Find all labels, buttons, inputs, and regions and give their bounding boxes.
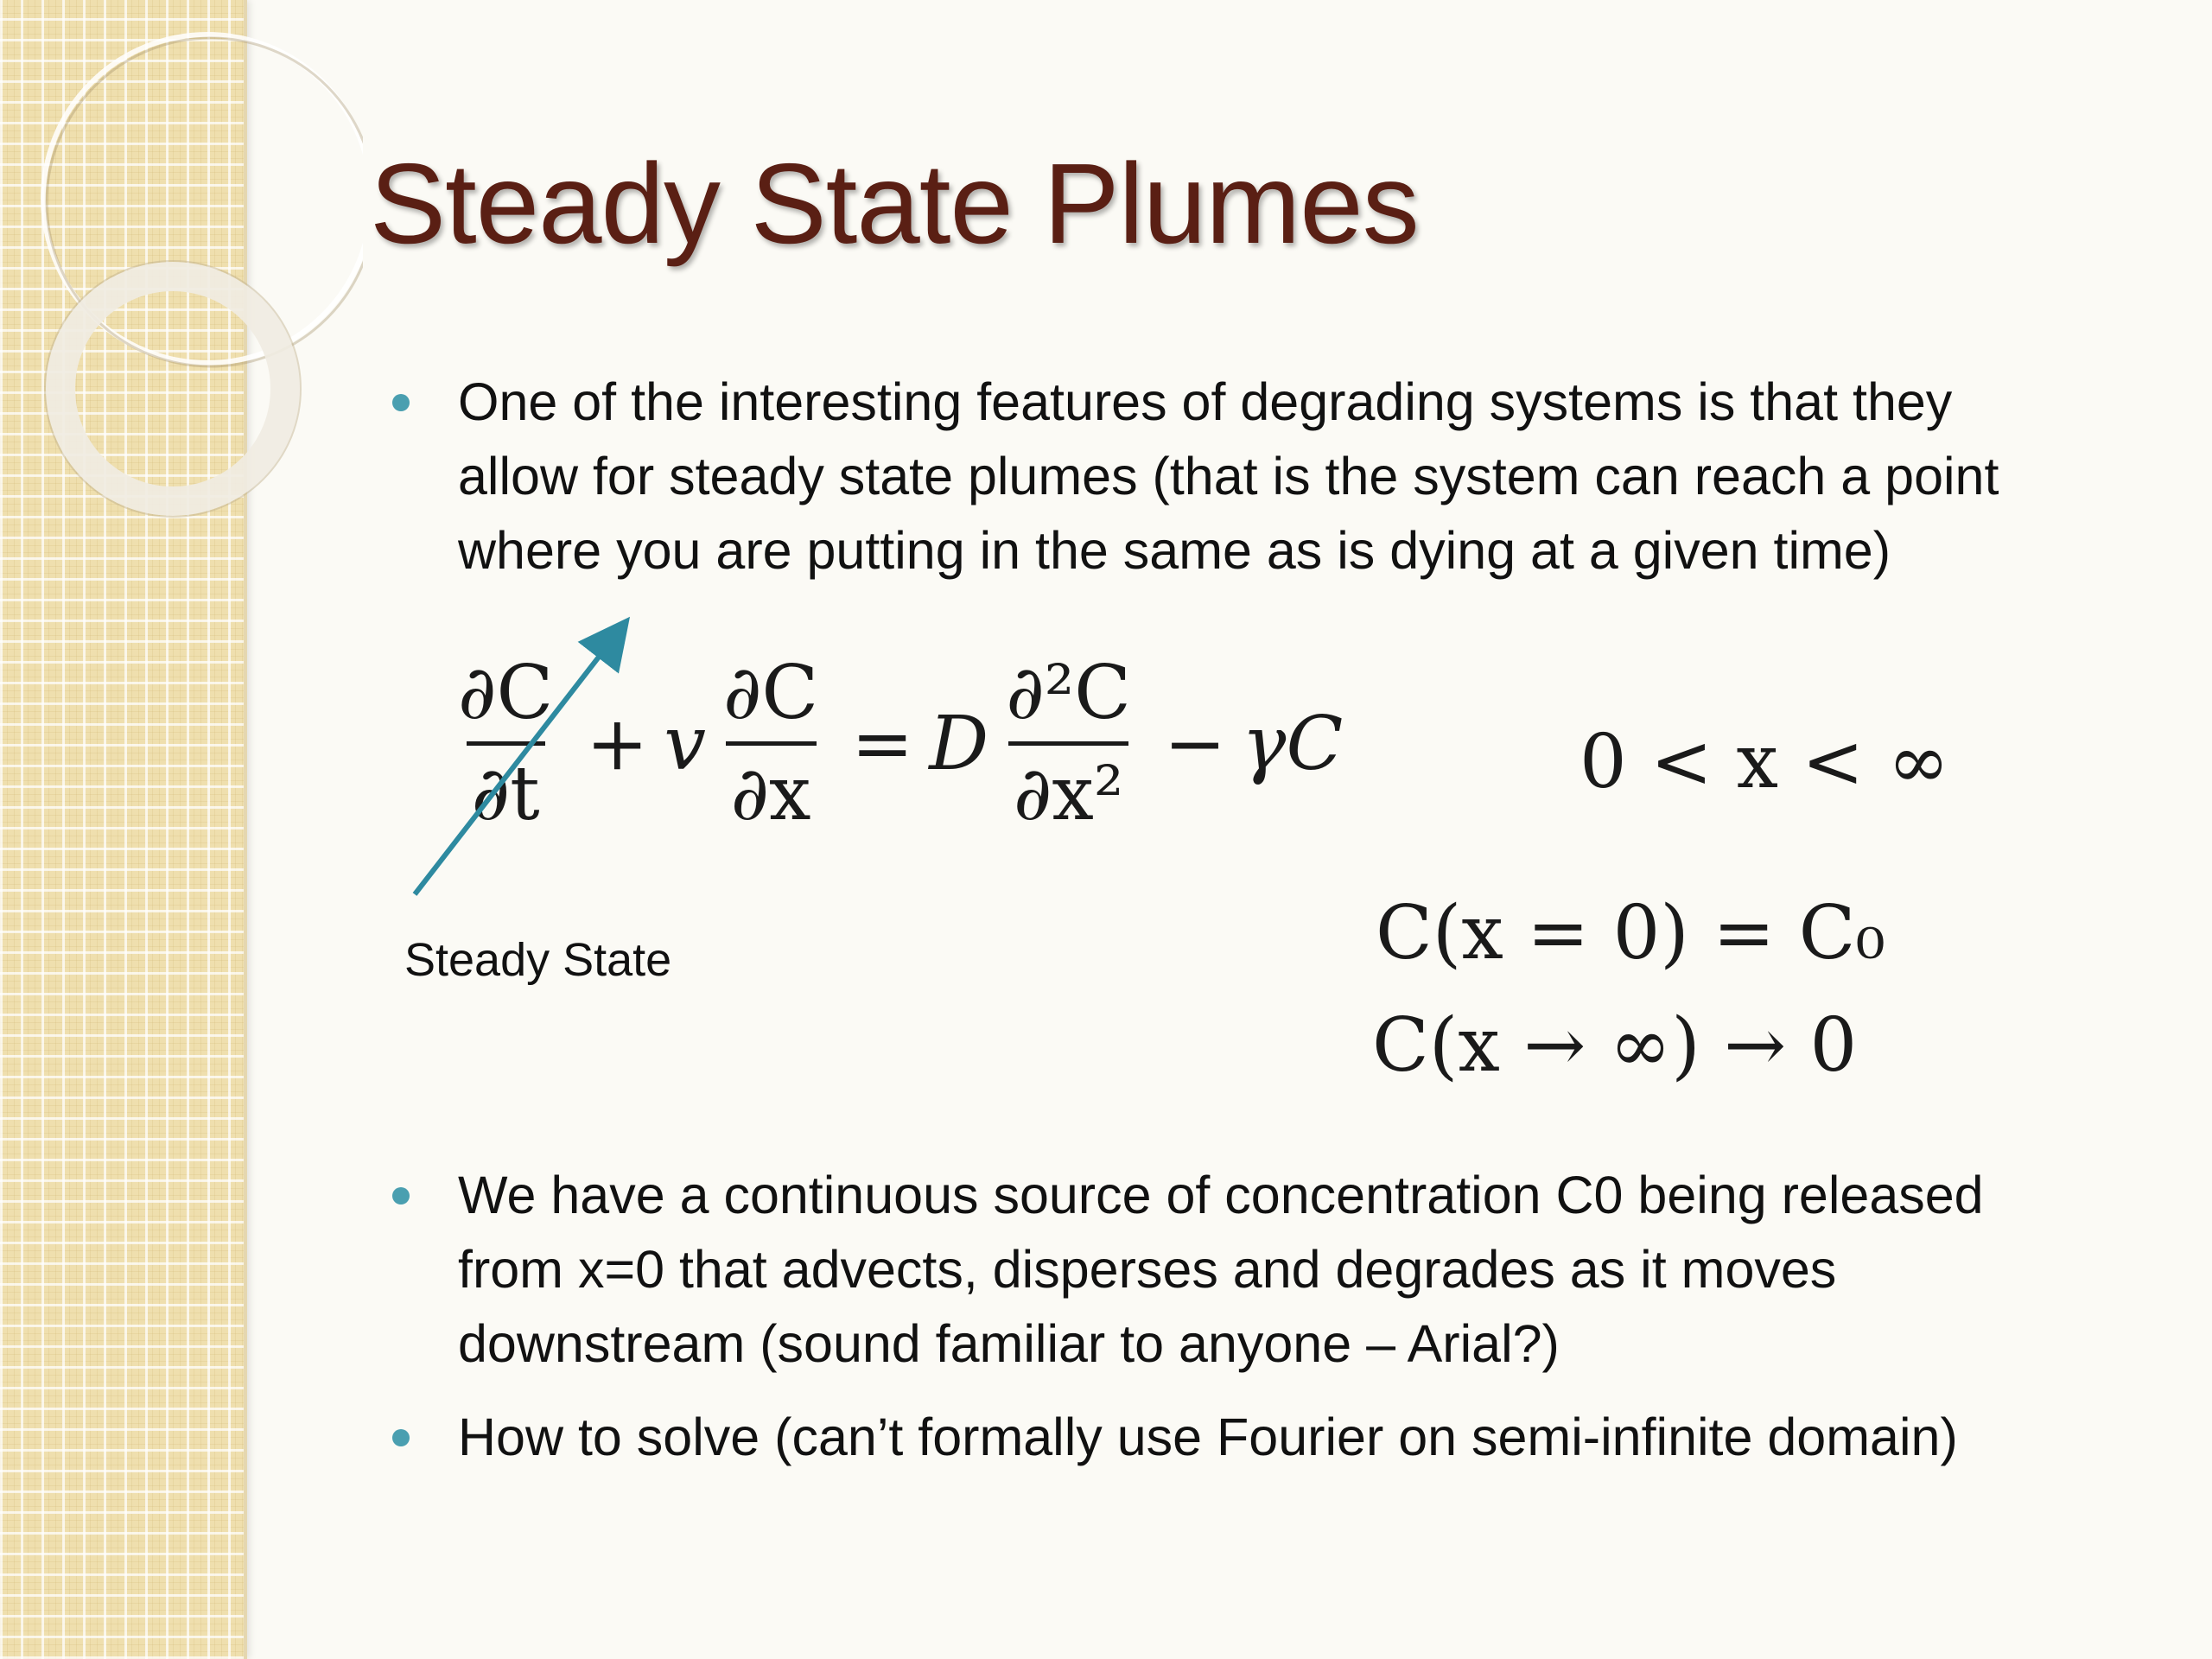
fraction-denominator: ∂x xyxy=(726,741,817,837)
bullet-line: from x=0 that advects, disperses and degrades as it moves xyxy=(458,1240,1837,1299)
bullet-line: allow for steady state plumes (that is the system can reach a point xyxy=(458,447,1999,505)
bullet-line: How to solve (can’t formally use Fourier on semi-infinite domain) xyxy=(458,1408,1958,1466)
bullet-item xyxy=(458,1400,2160,1474)
bullet-line: where you are putting in the same as is dying at a given time) xyxy=(458,521,1891,580)
fraction-numerator: ∂C xyxy=(722,650,819,736)
bullet-line: We have a continuous source of concentration C0 being released xyxy=(458,1166,1984,1224)
strike-through-line xyxy=(415,629,620,894)
equals-operator: = xyxy=(851,700,914,787)
dispersion-term xyxy=(1001,650,1136,837)
boundary-condition: C(x = 0) = C₀ xyxy=(1376,890,1885,976)
boundary-condition: C(x → ∞) → 0 xyxy=(1372,1002,1858,1089)
velocity-symbol: v xyxy=(664,700,706,787)
fraction-numerator: ∂C xyxy=(458,650,554,736)
fraction-numerator: ∂²C xyxy=(1006,650,1131,736)
plus-operator: + xyxy=(586,700,649,787)
bullet-line: downstream (sound familiar to anyone – Arial?) xyxy=(458,1314,1560,1373)
bullet-item xyxy=(458,1158,2160,1381)
bullet-item xyxy=(458,365,2143,588)
dispersion-symbol: D xyxy=(929,700,989,787)
bullet-list-top xyxy=(458,365,2143,588)
decay-term: γC xyxy=(1242,700,1344,787)
slide-title: Steady State Plumes xyxy=(370,140,1419,267)
steady-state-arrow xyxy=(0,0,657,933)
fraction-denominator: ∂t xyxy=(467,741,545,837)
steady-state-label: Steady State xyxy=(404,934,672,986)
minus-operator: − xyxy=(1163,700,1227,787)
bullet-list-bottom xyxy=(458,1158,2160,1474)
advection-term xyxy=(718,650,823,837)
fraction-denominator: ∂x² xyxy=(1008,741,1128,837)
domain-condition: 0 < x < ∞ xyxy=(1580,719,1950,805)
bullet-line: One of the interesting features of degrading systems is that they xyxy=(458,372,1953,431)
